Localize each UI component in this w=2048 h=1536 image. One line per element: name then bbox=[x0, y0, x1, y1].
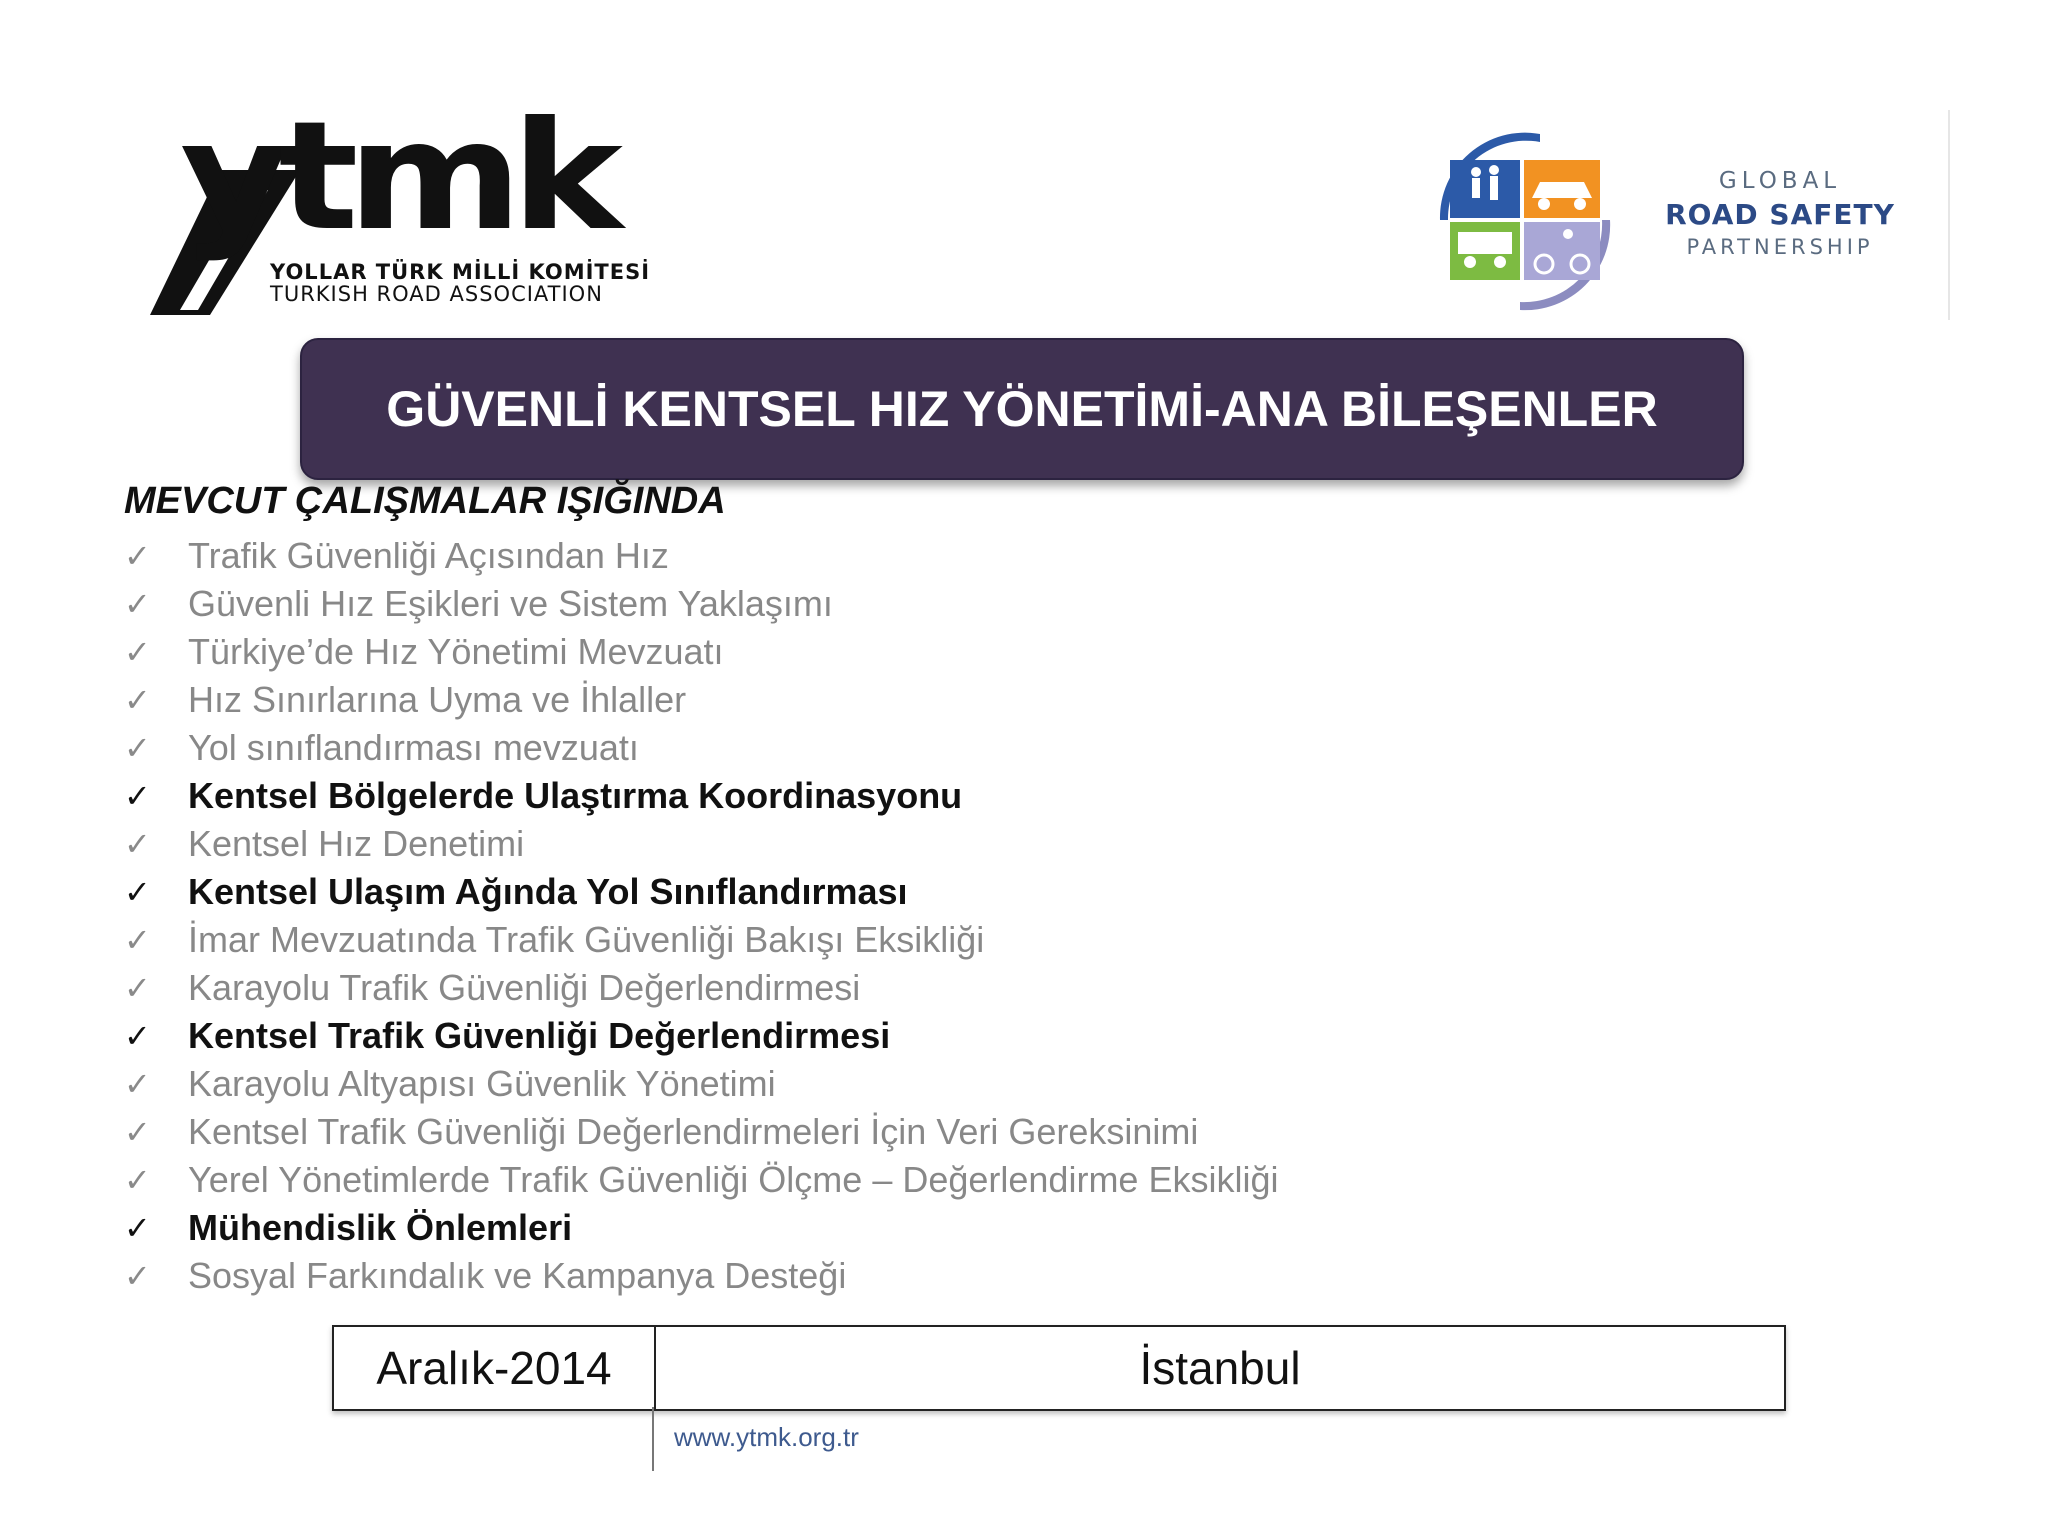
checkmark-icon: ✓ bbox=[124, 921, 151, 959]
checkmark-icon: ✓ bbox=[124, 1161, 151, 1199]
footer-divider bbox=[652, 1407, 654, 1471]
grsp-line-road-safety: ROAD SAFETY bbox=[1665, 198, 1895, 231]
checklist-item-label: Kentsel Bölgelerde Ulaştırma Koordinasyonu bbox=[188, 775, 963, 816]
ytmk-name-en: TURKISH ROAD ASSOCIATION bbox=[270, 282, 603, 306]
checklist-item bbox=[124, 916, 1278, 964]
checkmark-icon: ✓ bbox=[124, 1017, 151, 1055]
checklist-item-label: Güvenli Hız Eşikleri ve Sistem Yaklaşımı bbox=[188, 583, 833, 624]
checklist-item bbox=[124, 628, 1278, 676]
checklist-item-label: Hız Sınırlarına Uyma ve İhlaller bbox=[188, 679, 687, 720]
checklist-item-label: Yol sınıflandırması mevzuatı bbox=[188, 727, 639, 768]
grsp-wordmark bbox=[1660, 168, 1900, 259]
checklist-item-label: Sosyal Farkındalık ve Kampanya Desteği bbox=[188, 1255, 847, 1296]
checklist-item bbox=[124, 1204, 1278, 1252]
checkmark-icon: ✓ bbox=[124, 585, 151, 623]
checklist-item-label: Kentsel Hız Denetimi bbox=[188, 823, 525, 864]
checklist-item bbox=[124, 532, 1278, 580]
checklist-item bbox=[124, 724, 1278, 772]
logo-edge-divider bbox=[1948, 110, 1950, 320]
section-heading: MEVCUT ÇALIŞMALAR IŞIĞINDA bbox=[124, 480, 726, 522]
checkmark-icon: ✓ bbox=[124, 1209, 151, 1247]
checklist-item bbox=[124, 580, 1278, 628]
footer-box bbox=[332, 1325, 1786, 1411]
grsp-emblem-icon bbox=[1420, 120, 1630, 320]
checkmark-icon: ✓ bbox=[124, 633, 151, 671]
grsp-line-partnership: PARTNERSHIP bbox=[1686, 235, 1874, 259]
checklist-item-label: Kentsel Ulaşım Ağında Yol Sınıflandırması bbox=[188, 871, 908, 912]
checkmark-icon: ✓ bbox=[124, 969, 151, 1007]
ytmk-name-tr: YOLLAR TÜRK MİLLİ KOMİTESİ bbox=[270, 260, 651, 284]
website-link[interactable]: www.ytmk.org.tr bbox=[674, 1422, 859, 1452]
slide-title: GÜVENLİ KENTSEL HIZ YÖNETİMİ-ANA BİLEŞENLER bbox=[300, 338, 1744, 480]
checklist-item bbox=[124, 820, 1278, 868]
checklist-item bbox=[124, 676, 1278, 724]
checklist-item bbox=[124, 1108, 1278, 1156]
grsp-logo bbox=[1420, 110, 1960, 320]
ytmk-logo bbox=[150, 90, 651, 310]
checkmark-icon: ✓ bbox=[124, 1257, 151, 1295]
checkmark-icon: ✓ bbox=[124, 873, 151, 911]
checklist-item-label: Yerel Yönetimlerde Trafik Güvenliği Ölçme – Değerlendirme Eksikliği bbox=[188, 1159, 1279, 1200]
checklist-item bbox=[124, 1012, 1278, 1060]
checkmark-icon: ✓ bbox=[124, 681, 151, 719]
checklist-item-label: Mühendislik Önlemleri bbox=[188, 1207, 573, 1248]
checklist-item-label: Kentsel Trafik Güvenliği Değerlendirmeleri İçin Veri Gereksinimi bbox=[188, 1111, 1199, 1152]
checklist-item bbox=[124, 1156, 1278, 1204]
checklist-item bbox=[124, 1252, 1278, 1300]
checkmark-icon: ✓ bbox=[124, 537, 151, 575]
checklist-item-label: İmar Mevzuatında Trafik Güvenliği Bakışı Eksikliği bbox=[188, 919, 985, 960]
checklist-item-label: Karayolu Altyapısı Güvenlik Yönetimi bbox=[188, 1063, 776, 1104]
checklist-item-label: Karayolu Trafik Güvenliği Değerlendirmesi bbox=[188, 967, 861, 1008]
ytmk-wordmark: ytmk bbox=[180, 90, 612, 264]
checklist-item bbox=[124, 964, 1278, 1012]
footer-city: İstanbul bbox=[1139, 1342, 1301, 1394]
footer-date: Aralık-2014 bbox=[334, 1327, 656, 1409]
checkmark-icon: ✓ bbox=[124, 1113, 151, 1151]
checklist-item-label: Kentsel Trafik Güvenliği Değerlendirmesi bbox=[188, 1015, 891, 1056]
checkmark-icon: ✓ bbox=[124, 825, 151, 863]
checklist bbox=[124, 532, 1278, 1300]
checklist-item-label: Trafik Güvenliği Açısından Hız bbox=[188, 535, 669, 576]
checkmark-icon: ✓ bbox=[124, 729, 151, 767]
checklist-item bbox=[124, 1060, 1278, 1108]
checklist-item bbox=[124, 868, 1278, 916]
checklist-item-label: Türkiye’de Hız Yönetimi Mevzuatı bbox=[188, 631, 724, 672]
grsp-line-global: GLOBAL bbox=[1718, 168, 1842, 194]
checklist-item bbox=[124, 772, 1278, 820]
checkmark-icon: ✓ bbox=[124, 777, 151, 815]
checkmark-icon: ✓ bbox=[124, 1065, 151, 1103]
